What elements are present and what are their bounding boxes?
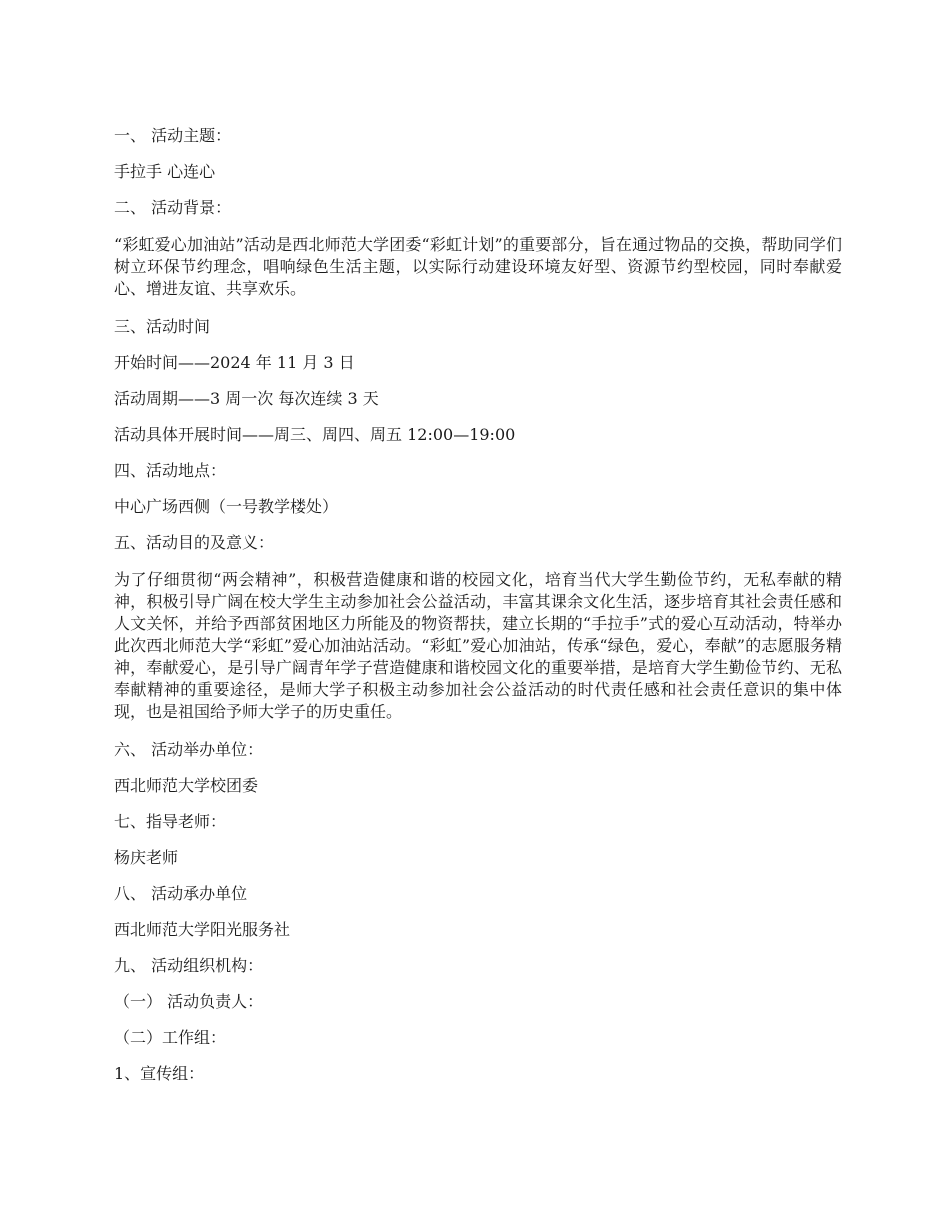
start-time-text: 开始时间——2024 年 11 月 3 日: [114, 353, 355, 372]
heading-activity-background: 二、 活动背景：: [114, 198, 232, 217]
activity-theme-text: 手拉手 心连心: [114, 162, 216, 181]
heading-organization-structure: 九、 活动组织机构：: [114, 956, 264, 975]
heading-organizer: 八、 活动承办单位: [114, 884, 248, 903]
host-organization-text: 西北师范大学校团委: [114, 776, 259, 795]
heading-activity-theme: 一、 活动主题：: [114, 126, 232, 145]
heading-host-organization: 六、 活动举办单位：: [114, 740, 264, 759]
advisor-text: 杨庆老师: [114, 848, 179, 867]
subheading-publicity-group: 1、宣传组：: [114, 1064, 205, 1083]
activity-background-paragraph: “彩虹爱心加油站”活动是西北师范大学团委“彩虹计划”的重要部分，旨在通过物品的交换，帮助同学们树立环保节约理念，唱响绿色生活主题，以实际行动建设环境友好型、资源节约型校园，同时奉献爱心、增进友谊、共享欢乐。: [114, 235, 842, 298]
heading-activity-location: 四、活动地点：: [114, 461, 227, 480]
activity-purpose-paragraph: 为了仔细贯彻“两会精神”，积极营造健康和谐的校园文化，培育当代大学生勤俭节约，无私奉献的精神，积极引导广阔在校大学生主动参加社会公益活动，丰富其课余文化生活，逐步培育其社会责任感和人文关怀，并给予西部贫困地区力所能及的物资帮扶，建立长期的“手拉手”式的爱心互动活动，特举办此次西北师范大学“彩虹”爱心加油站活动。“彩虹”爱心加油站，传承“绿色，爱心，奉献”的志愿服务精神，奉献爱心，是引导广阔青年学子营造健康和谐校园文化的重要举措，是培育大学生勤俭节约、无私奉献精神的重要途径，是师大学子积极主动参加社会公益活动的时代责任感和社会责任意识的集中体现，也是祖国给予师大学子的历史重任。: [114, 570, 842, 721]
subheading-work-group: （二）工作组：: [114, 1028, 227, 1047]
activity-schedule-text: 活动具体开展时间——周三、周四、周五 12:00—19:00: [114, 425, 516, 444]
heading-activity-purpose: 五、活动目的及意义：: [114, 533, 275, 552]
heading-advisor: 七、指导老师：: [114, 812, 227, 831]
document-page: [114, 126, 842, 1100]
heading-activity-time: 三、活动时间: [114, 317, 211, 336]
activity-location-text: 中心广场西侧（一号教学楼处）: [114, 497, 339, 516]
subheading-person-in-charge: （一） 活动负责人：: [114, 992, 264, 1011]
organizer-text: 西北师范大学阳光服务社: [114, 920, 291, 939]
activity-cycle-text: 活动周期——3 周一次 每次连续 3 天: [114, 389, 379, 408]
